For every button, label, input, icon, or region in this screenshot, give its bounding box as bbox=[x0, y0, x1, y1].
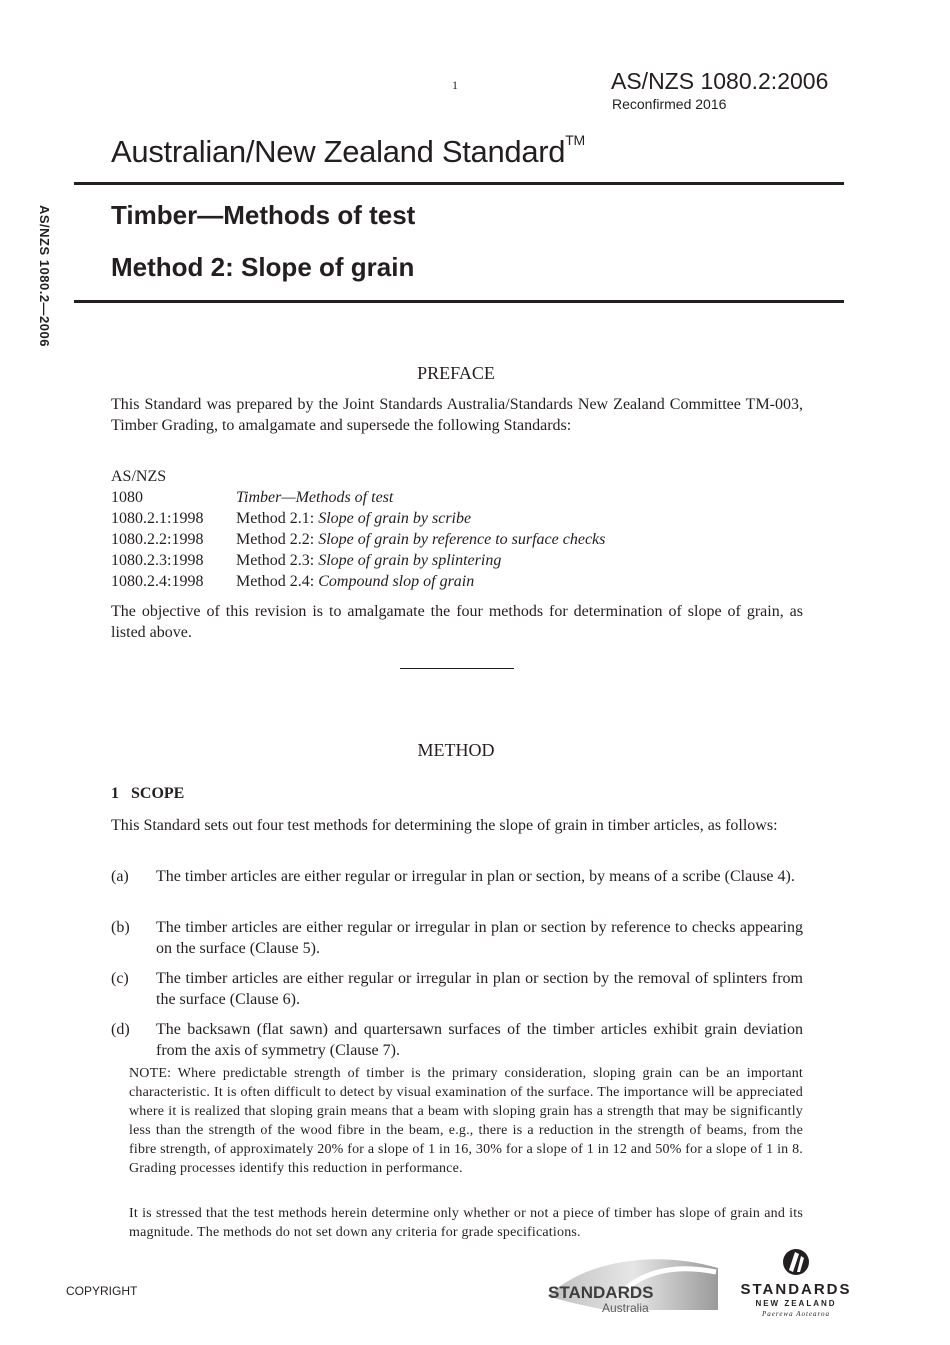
list-item bbox=[111, 968, 803, 1010]
logo-sa-line1: STANDARDS bbox=[548, 1283, 654, 1302]
standard-number: 1080 bbox=[111, 489, 143, 506]
method-heading: METHOD bbox=[417, 740, 495, 760]
list-item bbox=[111, 1019, 803, 1061]
list-item-text: The timber articles are either regular or irregular in plan or section by the removal of splinters from the surface (Clause 6). bbox=[156, 970, 803, 1008]
page-number: 1 bbox=[452, 78, 458, 92]
standard-id: AS/NZS 1080.2:2006 bbox=[611, 68, 829, 94]
logo-nz-line2: NEW ZEALAND bbox=[755, 1299, 837, 1308]
section-divider bbox=[400, 668, 514, 669]
list-item-label: (a) bbox=[111, 868, 129, 885]
list-item-label: (d) bbox=[111, 1021, 130, 1038]
standards-new-zealand-logo bbox=[735, 1246, 857, 1318]
section-title: SCOPE bbox=[131, 785, 185, 802]
superseded-standard-row bbox=[111, 571, 811, 592]
preface-heading: PREFACE bbox=[417, 363, 495, 383]
standards-australia-logo-graphic bbox=[546, 1250, 721, 1314]
list-item-text: The backsawn (flat sawn) and quartersawn surfaces of the timber articles exhibit grain deviation from the axis of symmetry (Clause 7). bbox=[156, 1021, 803, 1059]
logo-nz-line1: STANDARDS bbox=[740, 1281, 852, 1298]
list-item-text: The timber articles are either regular or irregular in plan or section by reference to checks appearing on the surface (Clause 5). bbox=[156, 919, 803, 957]
standard-method: Method 2.2: bbox=[236, 531, 315, 548]
standard-title: Compound slop of grain bbox=[318, 573, 475, 590]
list-item-label: (b) bbox=[111, 919, 130, 936]
title-bottom-rule bbox=[74, 300, 844, 303]
superseded-standard-row bbox=[111, 487, 811, 508]
section-number: 1 bbox=[111, 785, 119, 802]
scope-intro: This Standard sets out four test methods for determining the slope of grain in timber articles, as follows: bbox=[111, 817, 778, 834]
standard-title: Slope of grain by scribe bbox=[318, 510, 472, 527]
superseded-standard-row bbox=[111, 508, 811, 529]
standard-number: 1080.2.4:1998 bbox=[111, 573, 204, 590]
standard-number: 1080.2.1:1998 bbox=[111, 510, 204, 527]
standard-series-title-text: Australian/New Zealand Standard bbox=[111, 134, 566, 169]
list-item-text: The timber articles are either regular or irregular in plan or section, by means of a scribe (Clause 4). bbox=[156, 868, 795, 885]
preface-objective: The objective of this revision is to amalgamate the four methods for determination of slope of grain, as listed above. bbox=[111, 603, 803, 641]
logo-nz-line3: Paerewa Aotearoa bbox=[761, 1310, 831, 1318]
standard-title: Slope of grain by reference to surface checks bbox=[318, 531, 606, 548]
title-top-rule bbox=[74, 182, 844, 185]
standard-number: 1080.2.3:1998 bbox=[111, 552, 204, 569]
section-heading-scope bbox=[111, 785, 184, 803]
list-item bbox=[111, 866, 803, 887]
standard-number: 1080.2.2:1998 bbox=[111, 531, 204, 548]
trademark-mark: TM bbox=[565, 132, 585, 148]
document-subtitle: Method 2: Slope of grain bbox=[111, 252, 415, 282]
reconfirmed-label: Reconfirmed 2016 bbox=[612, 96, 727, 112]
scope-note: NOTE: Where predictable strength of timber is the primary consideration, sloping grain can be an important characteristic. It is often difficult to detect by visual examination of the surface. The importance will be appreciated where it is realized that sloping grain means that a beam with sloping grain has a strength that may be significantly less than the strength of the wood fibre in the beam, e.g., there is a reduction in the strength of beams, from the fibre strength, of approximately 20% for a slope of 1 in 16, 30% for a slope of 1 in 12 and 50% for a slope of 1 in 8. Grading processes identify this reduction in performance. bbox=[129, 1066, 803, 1176]
logo-sa-line2: Australia bbox=[602, 1301, 649, 1314]
preface-intro: This Standard was prepared by the Joint Standards Australia/Standards New Zealand Committee TM-003, Timber Grading, to amalgamate and supersede the following Standards: bbox=[111, 396, 803, 434]
superseded-standard-row bbox=[111, 550, 811, 571]
standards-series-label: AS/NZS bbox=[111, 468, 167, 485]
standard-title: Timber—Methods of test bbox=[236, 489, 394, 506]
side-standard-label: AS/NZS 1080.2—2006 bbox=[37, 205, 52, 347]
list-item bbox=[111, 917, 803, 959]
standard-method: Method 2.4: bbox=[236, 573, 315, 590]
scope-note-continued: It is stressed that the test methods herein determine only whether or not a piece of timber has slope of grain and its magnitude. The methods do not set down any criteria for grade specifications. bbox=[129, 1206, 803, 1240]
document-title: Timber—Methods of test bbox=[111, 200, 416, 230]
standard-series-title bbox=[111, 134, 585, 170]
standard-method: Method 2.1: bbox=[236, 510, 315, 527]
standard-method: Method 2.3: bbox=[236, 552, 315, 569]
standards-new-zealand-logo-graphic bbox=[735, 1246, 857, 1318]
superseded-standard-row bbox=[111, 529, 811, 550]
copyright-label: COPYRIGHT bbox=[66, 1284, 138, 1298]
list-item-label: (c) bbox=[111, 970, 129, 987]
standards-australia-logo bbox=[546, 1250, 721, 1314]
standard-title: Slope of grain by splintering bbox=[318, 552, 502, 569]
